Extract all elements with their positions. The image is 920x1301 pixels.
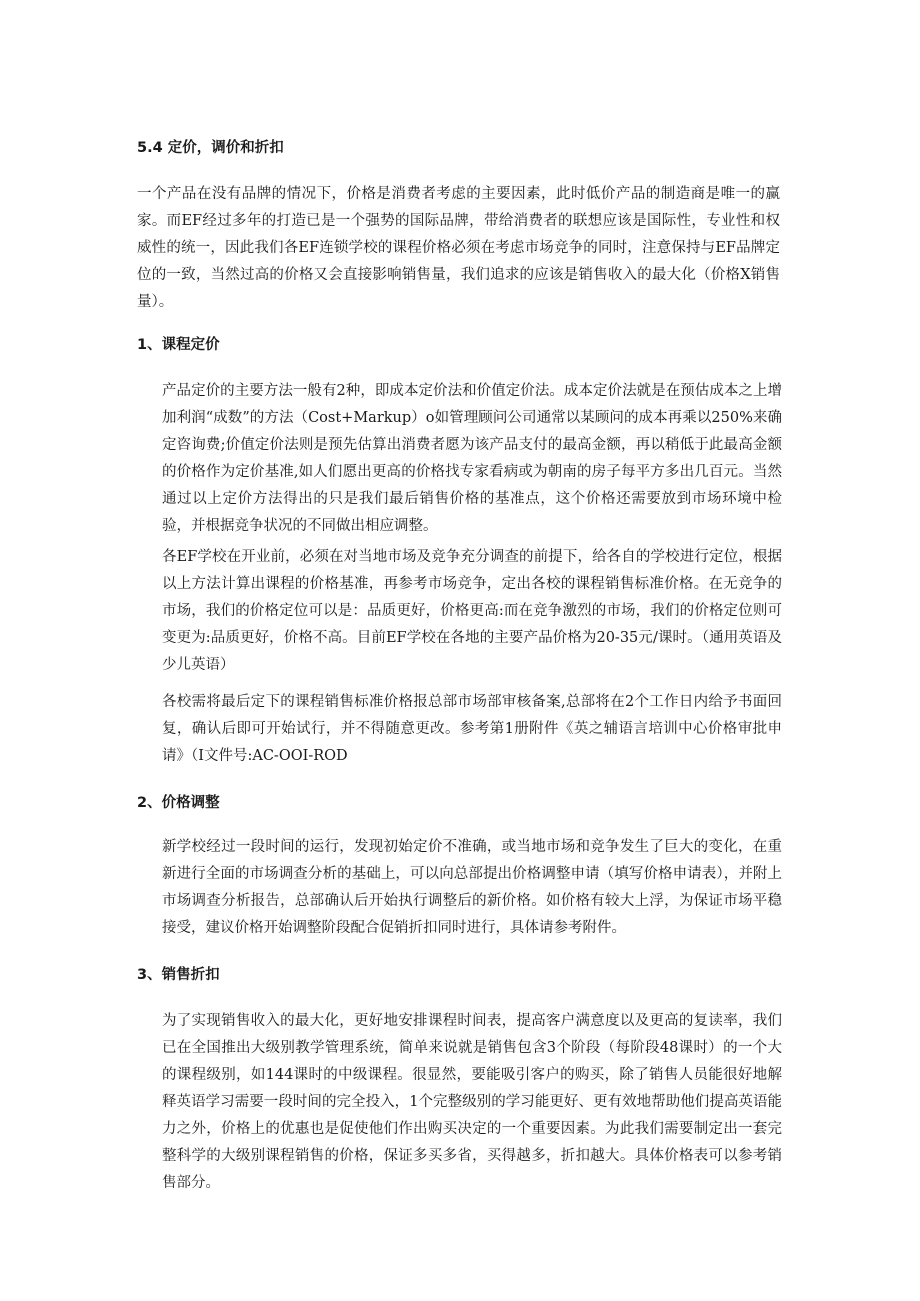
heading-course-pricing: 1、课程定价 — [137, 337, 220, 353]
paragraph-school-positioning: 各EF学校在开业前，必须在对当地市场及竞争充分调查的前提下，给各自的学校进行定位，根据以上方法计算出课程的价格基准，再参考市场竞争，定出各校的课程销售标准价格。在无竞争的市场，我们的价格定位可以是：品质更好，价格更高:而在竞争激烈的市场，我们的价格定位则可变更为:品质更好，价格不高。目前EF学校在各地的主要产品价格为20-35元/课时。（通用英语及少儿英语） — [162, 549, 782, 673]
intro-paragraph: 一个产品在没有品牌的情况下，价格是消费者考虑的主要因素，此时低价产品的制造商是唯一的赢家。而EF经过多年的打造已是一个强势的国际品牌，带给消费者的联想应该是国际性，专业性和权威性的统一，因此我们各EF连锁学校的课程价格必须在考虑市场竞争的同时，注意保持与EF品牌定位的一致，当然过高的价格又会直接影响销售量，我们追求的应该是销售收入的最大化（价格X销售量）。 — [137, 186, 780, 310]
heading-sales-discount: 3、销售折扣 — [137, 967, 220, 983]
paragraph-price-adjustment: 新学校经过一段时间的运行，发现初始定价不准确，或当地市场和竞争发生了巨大的变化，在重新进行全面的市场调查分析的基础上，可以向总部提出价格调整申请（填写价格申请表），并附上市场调查分析报告，总部确认后开始执行调整后的新价格。如价格有较大上浮，为保证市场平稳接受，建议价格开始调整阶段配合促销折扣同时进行，具体请参考附件。 — [162, 839, 782, 936]
paragraph-price-approval: 各校需将最后定下的课程销售标准价格报总部市场部审核备案,总部将在2个工作日内给予书面回复，确认后即可开始试行，并不得随意更改。参考第1册附件《英之辅语言培训中心价格审批申请》（I文件号:AC-OOI-ROD — [162, 694, 782, 764]
heading-price-adjustment: 2、价格调整 — [137, 795, 220, 811]
paragraph-pricing-methods: 产品定价的主要方法一般有2种，即成本定价法和价值定价法。成本定价法就是在预估成本之上增加利润“成数”的方法（Cost+Markup）o如管理顾问公司通常以某顾问的成本再乘以250%来确定咨询费;价值定价法则是预先估算出消费者愿为该产品支付的最高金额，再以稍低于此最高金额的价格作为定价基准,如人们愿出更高的价格找专家看病或为朝南的房子每平方多出几百元。当然通过以上定价方法得出的只是我们最后销售价格的基准点，这个价格还需要放到市场环境中检验，并根据竞争状况的不同做出相应调整。 — [162, 383, 782, 534]
paragraph-sales-discount: 为了实现销售收入的最大化，更好地安排课程时间表，提高客户满意度以及更高的复读率，我们已在全国推出大级别教学管理系统，简单来说就是销售包含3个阶段（每阶段48课时）的一个大的课程级别，如144课时的中级课程。很显然，要能吸引客户的购买，除了销售人员能很好地解释英语学习需要一段时间的完全投入，1个完整级别的学习能更好、更有效地帮助他们提高英语能力之外，价格上的优惠也是促使他们作出购买决定的一个重要因素。为此我们需要制定出一套完整科学的大级别课程销售的价格，保证多买多省，买得越多，折扣越大。具体价格表可以参考销售部分。 — [162, 1013, 782, 1191]
section-title: 5.4 定价，调价和折扣 — [137, 140, 284, 156]
